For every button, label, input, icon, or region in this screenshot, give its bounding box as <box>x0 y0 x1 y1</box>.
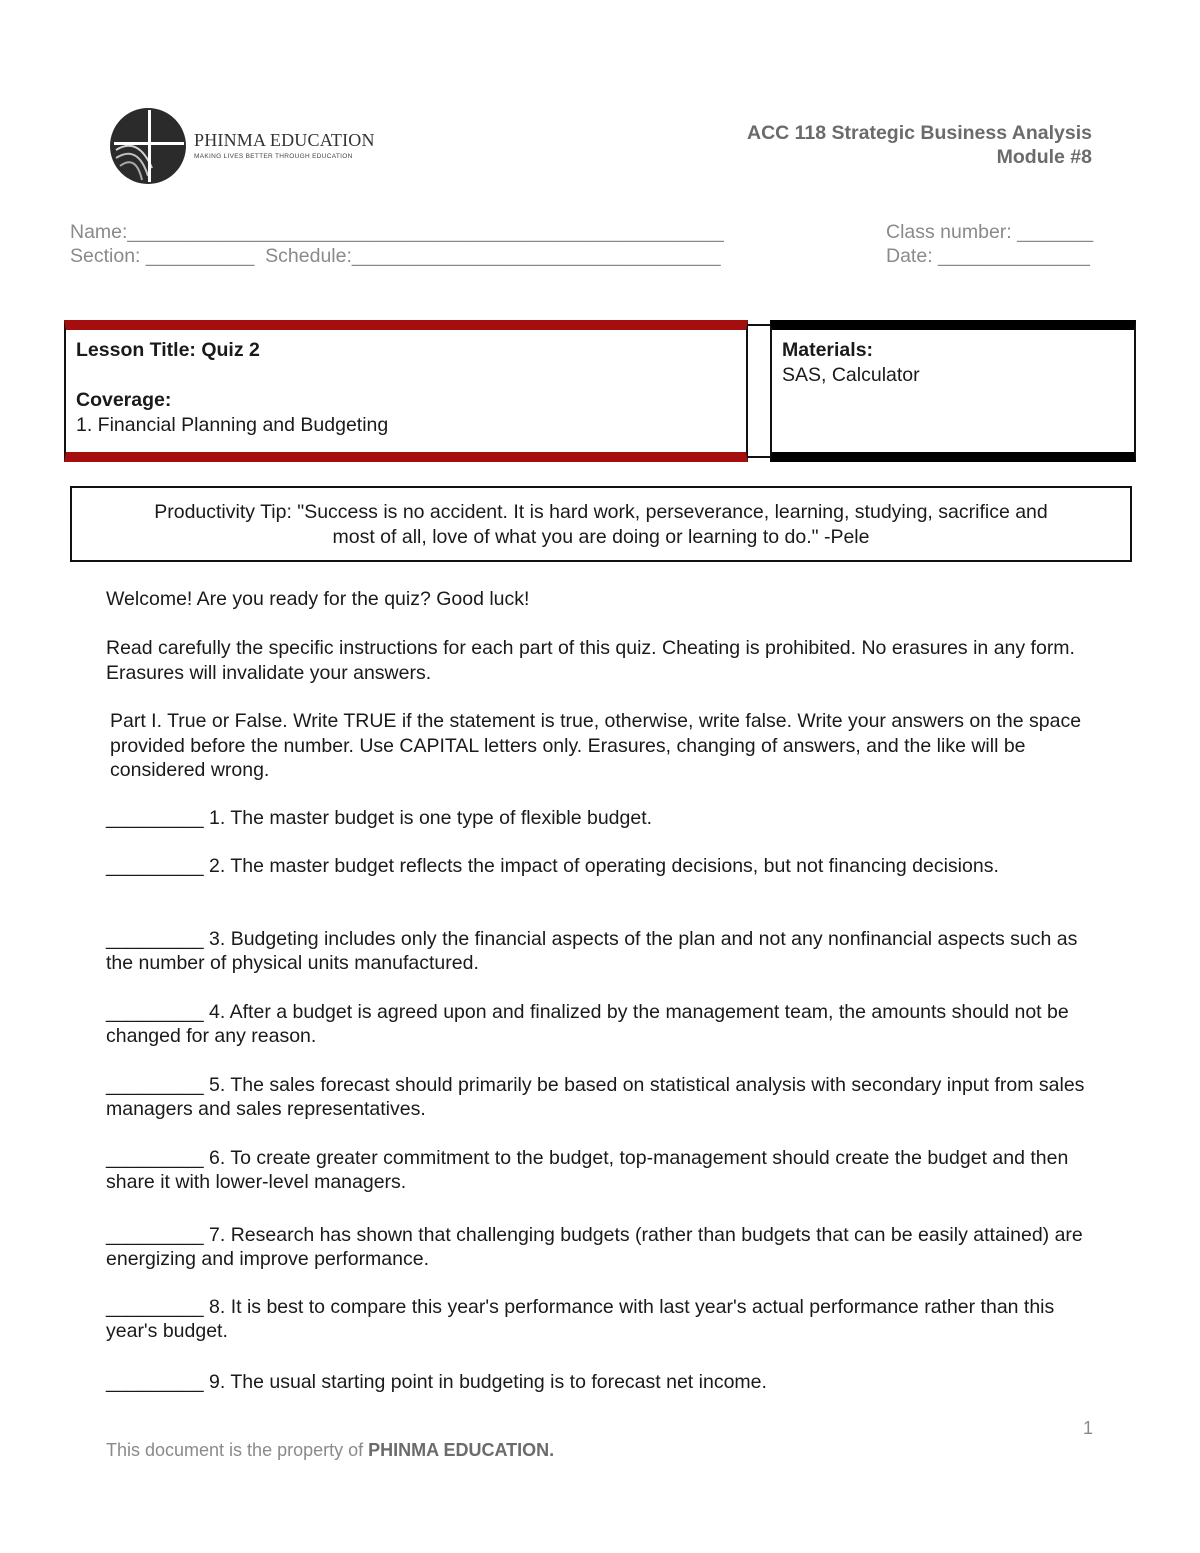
course-heading <box>747 121 1092 169</box>
question-item <box>106 1296 1096 1343</box>
answer-blank[interactable]: _________ <box>106 1224 204 1246</box>
question-item <box>106 1074 1096 1121</box>
question-text: 9. The usual starting point in budgeting is to forecast net income. <box>203 1371 767 1393</box>
part1-instructions: Part I. True or False. Write TRUE if the statement is true, otherwise, write false. Write your answers on the space provided before the number. Use CAPITAL letters only. Erasures, changing of answers, and the like will be considered wrong. <box>110 710 1082 781</box>
coverage-label: Coverage: <box>76 389 172 411</box>
materials-list: SAS, Calculator <box>782 364 920 386</box>
answer-blank[interactable]: _________ <box>106 1371 204 1393</box>
logo-brand-name: PHINMA EDUCATION <box>194 130 375 150</box>
answer-blank[interactable]: _________ <box>106 1074 204 1096</box>
lesson-box <box>64 320 748 462</box>
page-number: 1 <box>1083 1418 1094 1438</box>
question-text: 5. The sales forecast should primarily be based on statistical analysis with secondary input from sales managers and sales representatives. <box>106 1074 1085 1120</box>
question-text: 4. After a budget is agreed upon and finalized by the management team, the amounts should not be changed for any reason. <box>106 1001 1069 1047</box>
productivity-tip <box>70 486 1132 562</box>
question-item <box>106 1001 1096 1048</box>
lesson-title: Lesson Title: Quiz 2 <box>76 339 260 361</box>
class-number-field[interactable]: Class number: _______ <box>886 221 1094 243</box>
welcome-text: Welcome! Are you ready for the quiz? Good luck! <box>106 588 530 610</box>
question-item <box>106 1147 1096 1194</box>
phinma-globe-logo-icon <box>108 106 188 186</box>
tip-line-1: Productivity Tip: "Success is no accident. It is hard work, perseverance, learning, studying, sacrifice and <box>154 501 1048 523</box>
phinma-logo <box>108 106 375 188</box>
question-item <box>106 1371 1096 1395</box>
answer-blank[interactable]: _________ <box>106 928 204 950</box>
logo-tagline: MAKING LIVES BETTER THROUGH EDUCATION <box>194 153 353 160</box>
footer-property-notice <box>106 1440 554 1461</box>
name-field[interactable]: Name:_______________________________________________________ <box>70 221 724 243</box>
answer-blank[interactable]: _________ <box>106 1296 204 1318</box>
question-item <box>106 855 1096 879</box>
answer-blank[interactable]: _________ <box>106 807 204 829</box>
tip-line-2: most of all, love of what you are doing or learning to do." -Pele <box>332 526 870 548</box>
question-text: 3. Budgeting includes only the financial aspects of the plan and not any nonfinancial aspects such as the number of physical units manufactured. <box>106 928 1078 974</box>
question-item <box>106 1224 1096 1271</box>
quiz-instructions: Read carefully the specific instructions for each part of this quiz. Cheating is prohibited. No erasures in any form. Erasures will invalidate your answers. <box>106 637 1075 684</box>
materials-box <box>770 320 1136 462</box>
materials-label: Materials: <box>782 339 874 361</box>
answer-blank[interactable]: _________ <box>106 1147 204 1169</box>
module-number: Module #8 <box>996 146 1092 168</box>
question-text: 7. Research has shown that challenging budgets (rather than budgets that can be easily attained) are energizing and improve performance. <box>106 1224 1083 1270</box>
question-item <box>106 928 1096 975</box>
section-schedule-field[interactable]: Section: __________ Schedule:__________________________________ <box>70 245 721 267</box>
question-item <box>106 807 1096 831</box>
property-owner: PHINMA EDUCATION. <box>368 1440 555 1460</box>
coverage-item: 1. Financial Planning and Budgeting <box>76 414 389 436</box>
question-text: 8. It is best to compare this year's performance with last year's actual performance rather than this year's budget. <box>106 1296 1055 1342</box>
answer-blank[interactable]: _________ <box>106 855 204 877</box>
course-title: ACC 118 Strategic Business Analysis <box>746 122 1092 144</box>
property-text: This document is the property of <box>106 1440 369 1460</box>
question-text: 2. The master budget reflects the impact of operating decisions, but not financing decisions. <box>203 855 999 877</box>
question-text: 1. The master budget is one type of flexible budget. <box>203 807 653 829</box>
box-divider <box>748 324 770 458</box>
date-field[interactable]: Date: ______________ <box>886 245 1090 267</box>
answer-blank[interactable]: _________ <box>106 1001 204 1023</box>
question-text: 6. To create greater commitment to the budget, top-management should create the budget and then share it with lower-level managers. <box>106 1147 1069 1193</box>
